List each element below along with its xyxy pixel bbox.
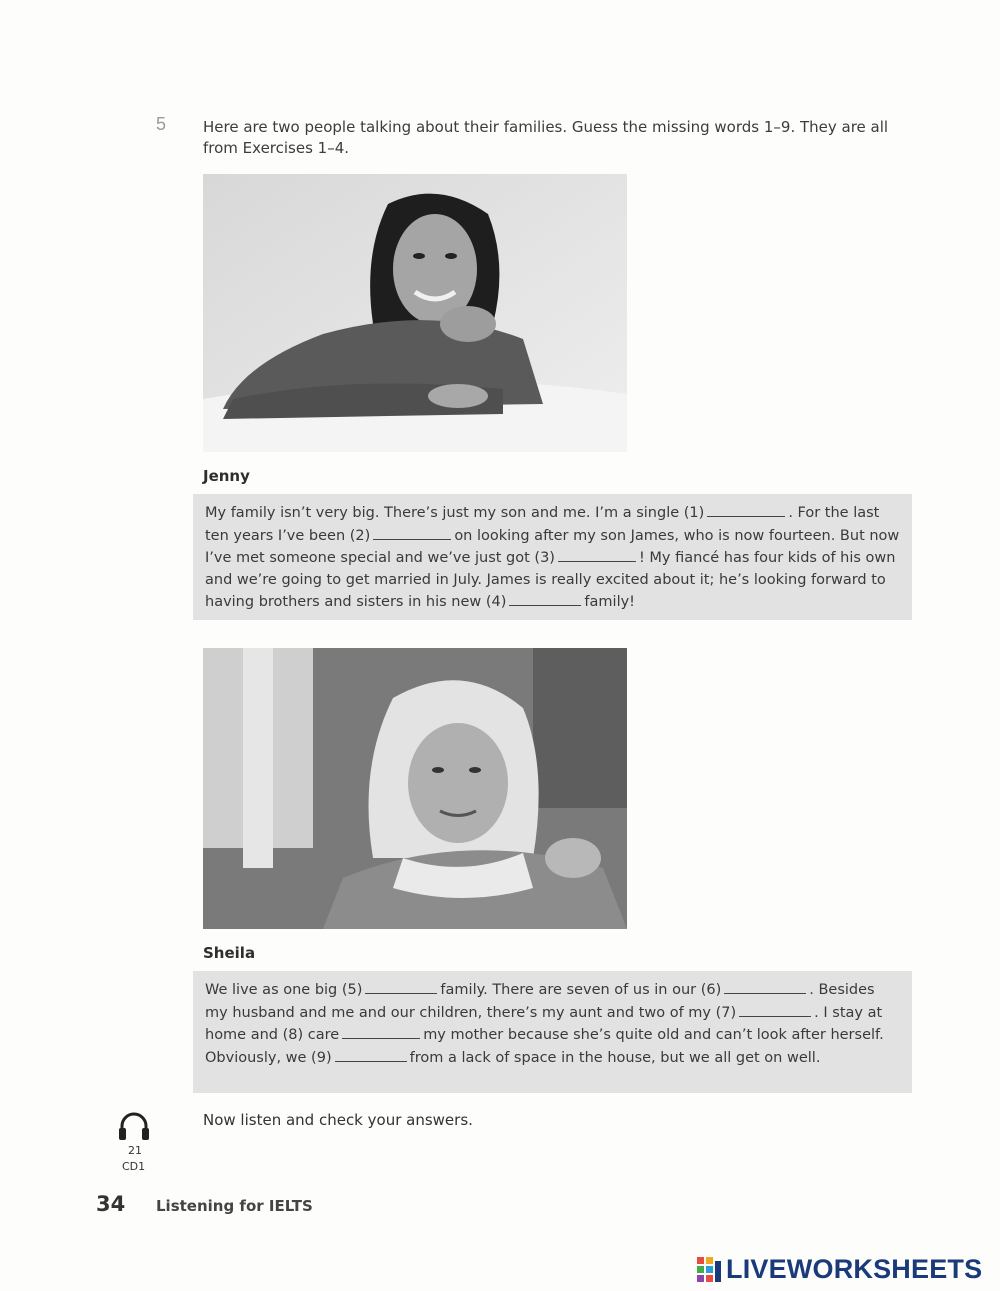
jenny-text-5: family!: [584, 594, 635, 610]
sheila-text-6: from a lack of space in the house, but we all get on well.: [409, 1049, 821, 1066]
answer-blank-3[interactable]: [558, 547, 636, 562]
audio-cd-label: CD1: [122, 1160, 146, 1173]
answer-blank-2[interactable]: [373, 525, 451, 540]
answer-blank-5[interactable]: [365, 979, 437, 994]
book-title: Listening for IELTS: [156, 1197, 313, 1215]
jenny-text-4: ! My fiancé has four kids of his own and we’re going to get married in July. James is really excited about it; he’s looking forward to having brothers and sisters in his new (4): [205, 550, 896, 610]
sheila-text-2: family. There are seven of us in our (6): [440, 982, 722, 998]
jenny-name: Jenny: [203, 467, 250, 485]
exercise-instructions: Here are two people talking about their families. Guess the missing words 1–9. They are all from Exercises 1–4.: [203, 118, 889, 157]
sheila-text-3: . Besides my husband and me and our children, there’s my aunt and two of my (7): [205, 982, 875, 1021]
jenny-photo: [203, 174, 627, 452]
listen-instruction: Now listen and check your answers.: [203, 1111, 473, 1129]
answer-blank-6[interactable]: [724, 979, 806, 994]
answer-blank-7[interactable]: [739, 1002, 811, 1017]
sheila-text-4: . I stay at home and (8) care: [205, 1004, 883, 1043]
jenny-text-3: on looking after my son James, who is now fourteen. But now I’ve met someone special and we’ve just got (3): [205, 527, 900, 566]
answer-blank-1[interactable]: [707, 502, 785, 517]
jenny-text-1: My family isn’t very big. There’s just my son and me. I’m a single (1): [205, 505, 705, 521]
liveworksheets-logo-icon: [697, 1257, 723, 1283]
exercise-number: 5: [156, 114, 167, 134]
answer-blank-8[interactable]: [342, 1024, 420, 1039]
sheila-name: Sheila: [203, 944, 256, 962]
sheila-text-box: [193, 971, 912, 1093]
jenny-text-2: . For the last ten years I’ve been (2): [205, 505, 880, 544]
liveworksheets-text: LIVEWORKSHEETS: [726, 1254, 983, 1284]
sheila-text-1: We live as one big (5): [205, 982, 363, 998]
page-number: 34: [96, 1192, 126, 1216]
sheila-text-5: my mother because she’s quite old and can’t look after herself. Obviously, we (9): [205, 1027, 884, 1066]
jenny-text-box: [193, 494, 912, 620]
headphones-icon[interactable]: [116, 1110, 152, 1146]
sheila-photo: [203, 648, 627, 929]
answer-blank-9[interactable]: [335, 1047, 407, 1062]
audio-track-number: 21: [128, 1144, 142, 1157]
answer-blank-4[interactable]: [509, 591, 581, 606]
liveworksheets-logo[interactable]: [697, 1254, 982, 1285]
